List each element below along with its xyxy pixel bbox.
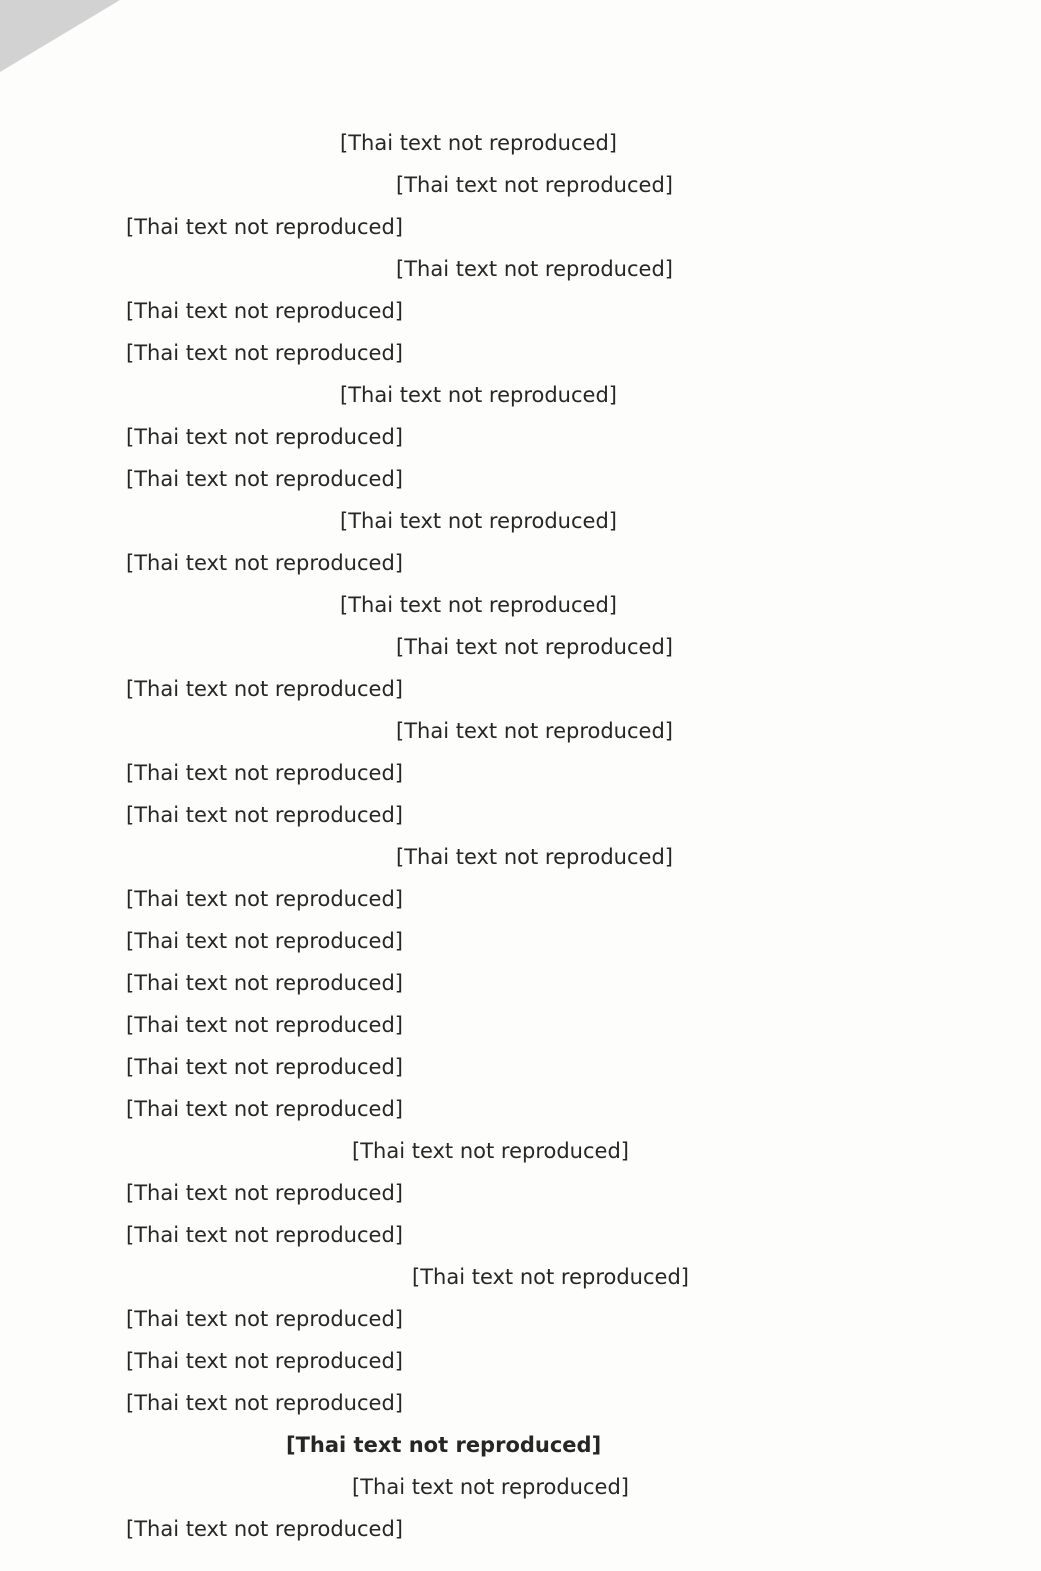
- text-line: [Thai text not reproduced]: [396, 635, 673, 659]
- text-line: [Thai text not reproduced]: [126, 677, 403, 701]
- text-line: [Thai text not reproduced]: [126, 1349, 403, 1373]
- text-line: [Thai text not reproduced]: [396, 173, 673, 197]
- section-heading: [Thai text not reproduced]: [286, 1433, 602, 1457]
- text-line: [Thai text not reproduced]: [126, 1181, 403, 1205]
- text-line: [Thai text not reproduced]: [126, 299, 403, 323]
- text-line: [Thai text not reproduced]: [126, 761, 403, 785]
- text-line: [Thai text not reproduced]: [126, 425, 403, 449]
- text-line: [Thai text not reproduced]: [396, 257, 673, 281]
- text-line: [Thai text not reproduced]: [126, 1391, 403, 1415]
- text-line: [Thai text not reproduced]: [340, 383, 617, 407]
- text-line: [Thai text not reproduced]: [126, 971, 403, 995]
- text-line: [Thai text not reproduced]: [340, 593, 617, 617]
- text-line: [Thai text not reproduced]: [126, 929, 403, 953]
- text-line: [Thai text not reproduced]: [126, 467, 403, 491]
- page-corner-shadow: [0, 0, 120, 72]
- text-line: [Thai text not reproduced]: [126, 1055, 403, 1079]
- text-line: [Thai text not reproduced]: [396, 719, 673, 743]
- text-line: [Thai text not reproduced]: [126, 887, 403, 911]
- text-line: [Thai text not reproduced]: [352, 1475, 629, 1499]
- text-line: [Thai text not reproduced]: [412, 1265, 689, 1289]
- text-line: [Thai text not reproduced]: [396, 845, 673, 869]
- text-line: [Thai text not reproduced]: [352, 1139, 629, 1163]
- text-line: [Thai text not reproduced]: [340, 131, 617, 155]
- text-line: [Thai text not reproduced]: [126, 1307, 403, 1331]
- text-line: [Thai text not reproduced]: [126, 551, 403, 575]
- text-line: [Thai text not reproduced]: [126, 803, 403, 827]
- text-line: [Thai text not reproduced]: [126, 215, 403, 239]
- text-line: [Thai text not reproduced]: [126, 1097, 403, 1121]
- text-line: [Thai text not reproduced]: [126, 341, 403, 365]
- text-line: [Thai text not reproduced]: [126, 1517, 403, 1541]
- text-line: [Thai text not reproduced]: [126, 1223, 403, 1247]
- text-line: [Thai text not reproduced]: [340, 509, 617, 533]
- text-line: [Thai text not reproduced]: [126, 1013, 403, 1037]
